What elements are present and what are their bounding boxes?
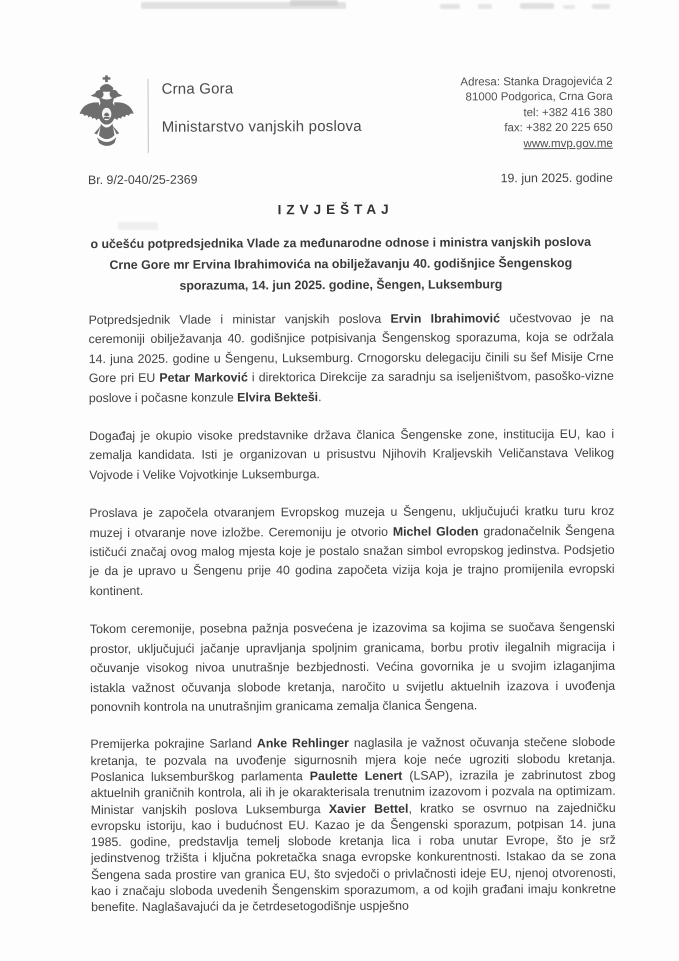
paragraph: Potpredsjednik Vlade i ministar vanjskih poslova Ervin Ibrahimović učestvovao je na ceremoniji obilježavanja 40. godišnjice potpisivanja Šengenskog sporazuma, koja se održala 14. juna 2025. godine u Šengenu, Luksemburg. Crnogorsku delegaciju činili su šef Misije Crne Gore pri EU Petar Marković i direktorica Direkcije za saradnju sa iseljeništvom, pasoško-vizne poslove i počasne konzule Elvira Bekteši. (88, 310, 614, 405)
document-body (89, 309, 617, 916)
document-subtitle: o učešću potpredsjednika Vlade za međunarodne odnose i ministra vanjskih poslova Crne Gore mr Ervina Ibrahimovića na obilježavanju 40. godišnjice Šengenskog sporazuma, 14. jun 2025. godine, Šengen, Luksemburg (90, 234, 592, 293)
reference-number: Br. 9/2-040/25-2369 (87, 172, 198, 188)
address-line: Adresa: Stanka Dragojevića 2 (460, 75, 613, 89)
letterhead (77, 73, 612, 154)
website-link: www.mvp.gov.me (523, 137, 613, 150)
document-title: IZVJEŠTAJ (277, 201, 394, 218)
paragraph: Premijerka pokrajine Sarland Anke Rehlinger naglasila je važnost očuvanja stečene slobode kretanja, te pozvala na uvođenje sigurnosnih mjera koje neće ugroziti slobodu kretanja. Poslanica luksemburškog parlamenta Paulette Lenert (LSAP), izrazila je zabrinutost zbog aktuelnih graničnih kontrola, ali ih je okarakterisala trenutnim izazovom i pozvala na optimizam. Ministar vanjskih poslova Luksemburga Xavier Bettel, kratko se osvrnuo na zajedničku evropsku istoriju, kao i budućnost EU. Kazao je da Šengenski sporazum, potpisan 14. juna 1985. godine, predstavlja temelj slobode kretanja lica i roba unutar Evrope, što je srž jedinstvenog tržišta i ključna pokretačka snaga evropske konkurentnosti. Istakao da se zona Šengena sada prostire van granica EU, što svjedoči o privlačnosti ideje EU, njenoj otvorenosti, kao i značaju sloboda uvedenih Šengenskim sporazumom, a od kojih građani imaju konkretne benefite. Naglašavajući da je četrdesetogodišnje uspješno (90, 735, 617, 915)
fax-line: fax: +382 20 225 650 (504, 122, 613, 135)
paragraph: Događaj je okupio visoke predstavnike država članica Šengenske zone, institucija EU, kao i zemalja kandidata. Isti je organizovan u prisustvu Njihovih Kraljevskih Veličanstava Velikog Vojvode i Velike Vojvotkinje Luksemburga. (89, 426, 615, 482)
ministry-name: Ministarstvo vanjskih poslova (161, 117, 362, 136)
country-name: Crna Gora (161, 80, 234, 98)
paragraph: Tokom ceremonije, posebna pažnja posvećena je izazovima sa kojima se suočava šengenski prostor, uključujući jačanje upravljanja spoljnim granicama, borbu protiv ilegalnih migracija i očuvanje visokog nivoa unutrašnje bezbjednosti. Većina govornika je u svojim izlaganjima istakla važnost očuvanja slobode kretanja, naročito u svijetlu aktuelnih izazova i uvođenja ponovnih kontrola na unutrašnjim granicama zemalja članica Šengena. (89, 620, 616, 714)
phone-line: tel: +382 416 380 (523, 106, 613, 120)
document-date: 19. jun 2025. godine (500, 170, 613, 186)
address-block (460, 75, 612, 153)
address-line: 81000 Podgorica, Crna Gora (465, 91, 613, 104)
montenegro-coat-of-arms-icon (77, 75, 135, 153)
reference-row (88, 171, 613, 187)
paragraph: Proslava je započela otvaranjem Evropskog muzeja u Šengenu, uključujući kratku turu kroz muzej i otvaranje nove izložbe. Ceremoniju je otvorio Michel Gloden gradonačelnik Šengena ističući značaj ovog malog mjesta koje je postalo snažan simbol evropskog jedinstva. Podsjetio je da je upravo u Šengenu prije 40 godina započeta vizija koja je trajno promijenila evropski kontinent. (89, 504, 615, 598)
